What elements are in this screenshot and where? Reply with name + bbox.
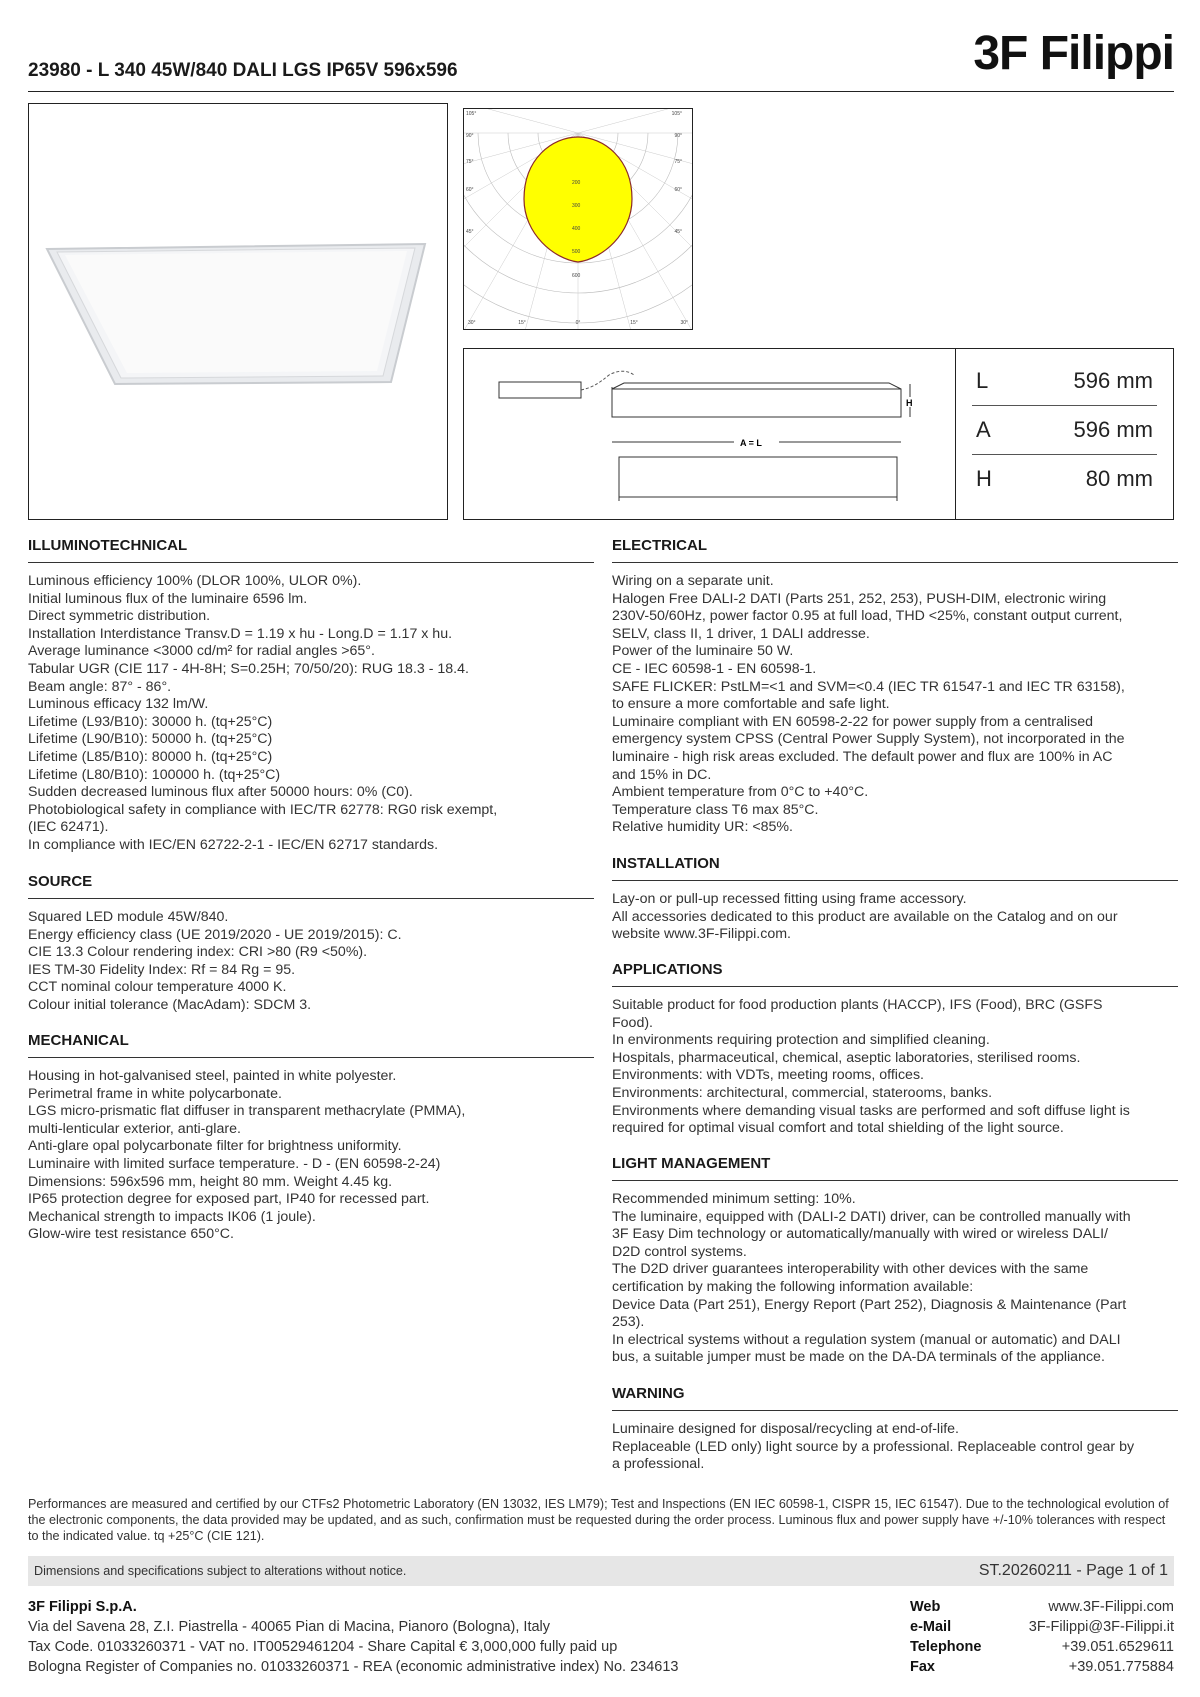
al-dimension-label: A = L <box>740 438 762 448</box>
company-name: 3F Filippi S.p.A. <box>28 1599 137 1615</box>
company-register: Bologna Register of Companies no. 01033260371 - REA (economic administrative index) No. 234613 <box>28 1659 679 1675</box>
polar-radial-label: 300 <box>572 203 581 209</box>
section-heading: SOURCE <box>28 873 594 899</box>
section-heading: LIGHT MANAGEMENT <box>612 1155 1178 1181</box>
email-link[interactable]: 3F-Filippi@3F-Filippi.it <box>1028 1619 1174 1635</box>
dimension-value: 80 mm <box>1085 466 1153 491</box>
polar-angle-label: 105° <box>466 111 477 117</box>
section-body: Housing in hot-galvanised steel, painted in white polyester. Perimetral frame in white polycarbonate. LGS micro-prismatic flat diffuser in transparent methacrylate (PMMA), multi-lenticular exterior, anti-glare. Anti-glare opal polycarbonate filter for brightness uniformity. Luminaire with limited surface temperature. - D - (EN 60598-2-24) Dimensions: 596x596 mm, height 80 mm. Weight 4.45 kg. IP65 protection degree for exposed part, IP40 for recessed part. Mechanical strength to impacts IK06 (1 joule). Glow-wire test resistance 650°C. <box>28 1068 466 1243</box>
section-body: Luminous efficiency 100% (DLOR 100%, ULOR 0%). Initial luminous flux of the luminaire 6596 lm. Direct symmetric distribution. Installation Interdistance Transv.D = 1.19 x hu - Long.D = 1.17 x hu. Average luminance <3000 cd/m² for radial angles >65°. Tabular UGR (CIE 117 - 4H-8H; S=0.25H; 70/50/20): RUG 18.3 - 18.4. Beam angle: 87° - 86°. Luminous efficacy 132 lm/W. Lifetime (L93/B10): 30000 h. (tq+25°C) Lifetime (L90/B10): 50000 h. (tq+25°C) Lifetime (L85/B10): 80000 h. (tq+25°C) Lifetime (L80/B10): 100000 h. (tq+25°C) Sudden decreased luminous flux after 50000 hours: 0% (C0). Photobiological safety in compliance with IEC/TR 62778: RG0 risk exempt, (IEC 62471). In compliance with IEC/EN 62722-2-1 - IEC/EN 62717 standards. <box>28 573 498 853</box>
dimension-row-l <box>972 357 1157 406</box>
contact-telephone <box>910 1637 1174 1657</box>
section-source <box>28 873 594 1015</box>
polar-angle-label: 30° <box>680 320 688 326</box>
contact-web <box>910 1597 1174 1617</box>
polar-angle-label: 60° <box>674 187 682 193</box>
polar-angle-label: 75° <box>466 159 474 165</box>
polar-grid-ray <box>464 109 578 133</box>
notice-text: Dimensions and specifications subject to alterations without notice. <box>34 1564 407 1578</box>
polar-angle-label: 15° <box>630 320 638 326</box>
section-body: Suitable product for food production plants (HACCP), IFS (Food), BRC (GSFS Food). In environments requiring protection and simplified cleaning. Hospitals, pharmaceutical, chemical, aseptic laboratories, sterilised rooms. Environments: with VDTs, meeting rooms, offices. Environments: architectural, commercial, staterooms, banks. Environments where demanding visual tasks are performed and soft diffuse light is required for optimal visual comfort and total shielding of the light source. <box>612 997 1130 1137</box>
notice-bar <box>28 1556 1174 1586</box>
polar-angle-label: 75° <box>674 159 682 165</box>
contact-fax <box>910 1657 1174 1677</box>
dimension-key: H <box>976 466 992 491</box>
dimension-row-h <box>972 455 1157 503</box>
polar-angle-label: 105° <box>671 111 682 117</box>
section-light-management <box>612 1155 1178 1367</box>
section-body: Luminaire designed for disposal/recycling at end-of-life. Replaceable (LED only) light source by a professional. Replaceable control gear by a professional. <box>612 1421 1135 1473</box>
section-body: Squared LED module 45W/840. Energy efficiency class (UE 2019/2020 - UE 2019/2015): C. CIE 13.3 Colour rendering index: CRI >80 (R9 <50%). IES TM-30 Fidelity Index: Rf = 84 Rg = 95. CCT nominal colour temperature 4000 K. Colour initial tolerance (MacAdam): SDCM 3. <box>28 909 402 1013</box>
section-body: Lay-on or pull-up recessed fitting using frame accessory. All accessories dedicated to this product are available on the Catalog and on our website www.3F-Filippi.com. <box>612 891 1118 943</box>
section-illuminotechnical <box>28 537 594 855</box>
telephone-value: +39.051.6529611 <box>1061 1639 1174 1655</box>
contact-key: Fax <box>910 1659 935 1675</box>
polar-angle-label: 15° <box>518 320 526 326</box>
product-title: 23980 - L 340 45W/840 DALI LGS IP65V 596x596 <box>28 60 458 81</box>
web-link[interactable]: www.3F-Filippi.com <box>1048 1599 1174 1615</box>
footnote: Performances are measured and certified by our CTFs2 Photometric Laboratory (EN 13032, IES LM79); Test and Inspections (EN IEC 60598-1, CISPR 15, IEC 61547). Due to the technological evolution of the electronic components, the data provided may be updated, and as such, confirmation must be requested during the order process. Luminous flux and power supply have +/-10% tolerances with respect to the indicated value. tq +25°C (CIE 121). <box>28 1497 1169 1543</box>
polar-radial-label: 600 <box>572 273 581 279</box>
dimension-key: A <box>976 417 991 442</box>
product-image-box <box>28 103 448 520</box>
polar-angle-label: 30° <box>468 320 476 326</box>
contacts <box>910 1597 1174 1677</box>
company-tax: Tax Code. 01033260371 - VAT no. IT00529461204 - Share Capital € 3,000,000 fully paid up <box>28 1639 618 1655</box>
dimension-row-a <box>972 406 1157 455</box>
polar-radial-label: 200 <box>572 180 581 186</box>
fax-value: +39.051.775884 <box>1068 1659 1174 1675</box>
logo-text: 3F Filippi <box>973 27 1174 80</box>
section-mechanical <box>28 1032 594 1244</box>
contact-key: Web <box>910 1599 941 1615</box>
section-applications <box>612 961 1178 1138</box>
polar-angle-label: 90° <box>466 133 474 139</box>
section-body: Wiring on a separate unit. Halogen Free DALI-2 DATI (Parts 251, 252, 253), PUSH-DIM, electronic wiring 230V-50/60Hz, power factor 0.95 at full load, THD <25%, constant output current, SELV, class II, 1 driver, 1 DALI addresse. Power of the luminaire 50 W. CE - IEC 60598-1 - EN 60598-1. SAFE FLICKER: PstLM=<1 and SVM=<0.4 (IEC TR 61547-1 and IEC TR 63158), to ensure a more comfortable and safe light. Luminaire compliant with EN 60598-2-22 for power supply from a centralised emergency system CPSS (Central Power Supply System), not incorporated in the luminaire - high risk areas excluded. The default power and flux are 100% in AC and 15% in DC. Ambient temperature from 0°C to +40°C. Temperature class T6 max 85°C. Relative humidity UR: <85%. <box>612 573 1125 836</box>
section-heading: WARNING <box>612 1385 1178 1411</box>
polar-diagram-box <box>463 108 693 330</box>
drawing-box <box>463 348 1174 520</box>
polar-angle-label: 45° <box>674 229 682 235</box>
polar-diagram <box>464 109 692 329</box>
page-info: ST.20260211 - Page 1 of 1 <box>978 1562 1168 1579</box>
contact-key: e-Mail <box>910 1619 952 1635</box>
h-dimension-label: H <box>906 398 913 408</box>
header-divider <box>28 91 1174 92</box>
dimension-key: L <box>976 368 989 393</box>
polar-radial-label: 400 <box>572 226 581 232</box>
polar-angle-label: 0° <box>575 320 581 326</box>
polar-radial-label: 500 <box>572 249 581 255</box>
contact-key: Telephone <box>910 1639 982 1655</box>
polar-distribution-curve <box>524 137 632 262</box>
dimension-value: 596 mm <box>1073 417 1153 442</box>
brand-logo <box>973 26 1174 81</box>
section-heading: ILLUMINOTECHNICAL <box>28 537 594 563</box>
company-info <box>28 1597 678 1677</box>
section-body: Recommended minimum setting: 10%. The luminaire, equipped with (DALI-2 DATI) driver, can be controlled manually with 3F Easy Dim technology or automatically/manually with wired or wireless DALI/ D2D control systems. The D2D driver guarantees interoperability with other devices with the same certification by making the following information available: Device Data (Part 251), Energy Report (Part 252), Diagnosis & Maintenance (Part 253). In electrical systems without a regulation system (manual or automatic) and DALI bus, a suitable jumper must be made on the DA-DA terminals of the appliance. <box>612 1191 1131 1366</box>
section-warning <box>612 1385 1178 1474</box>
polar-angle-label: 45° <box>466 229 474 235</box>
dimensions-table <box>955 349 1173 519</box>
section-heading: APPLICATIONS <box>612 961 1178 987</box>
section-heading: ELECTRICAL <box>612 537 1178 563</box>
section-installation <box>612 855 1178 944</box>
section-heading: MECHANICAL <box>28 1032 594 1058</box>
company-address: Via del Savena 28, Z.I. Piastrella - 40065 Pian di Macina, Pianoro (Bologna), Italy <box>28 1619 551 1635</box>
contact-email <box>910 1617 1174 1637</box>
technical-drawing <box>464 349 954 519</box>
polar-angle-label: 90° <box>674 133 682 139</box>
luminaire-illustration <box>29 104 446 518</box>
polar-angle-label: 60° <box>466 187 474 193</box>
section-electrical <box>612 537 1178 837</box>
dimension-value: 596 mm <box>1073 368 1153 393</box>
section-heading: INSTALLATION <box>612 855 1178 881</box>
